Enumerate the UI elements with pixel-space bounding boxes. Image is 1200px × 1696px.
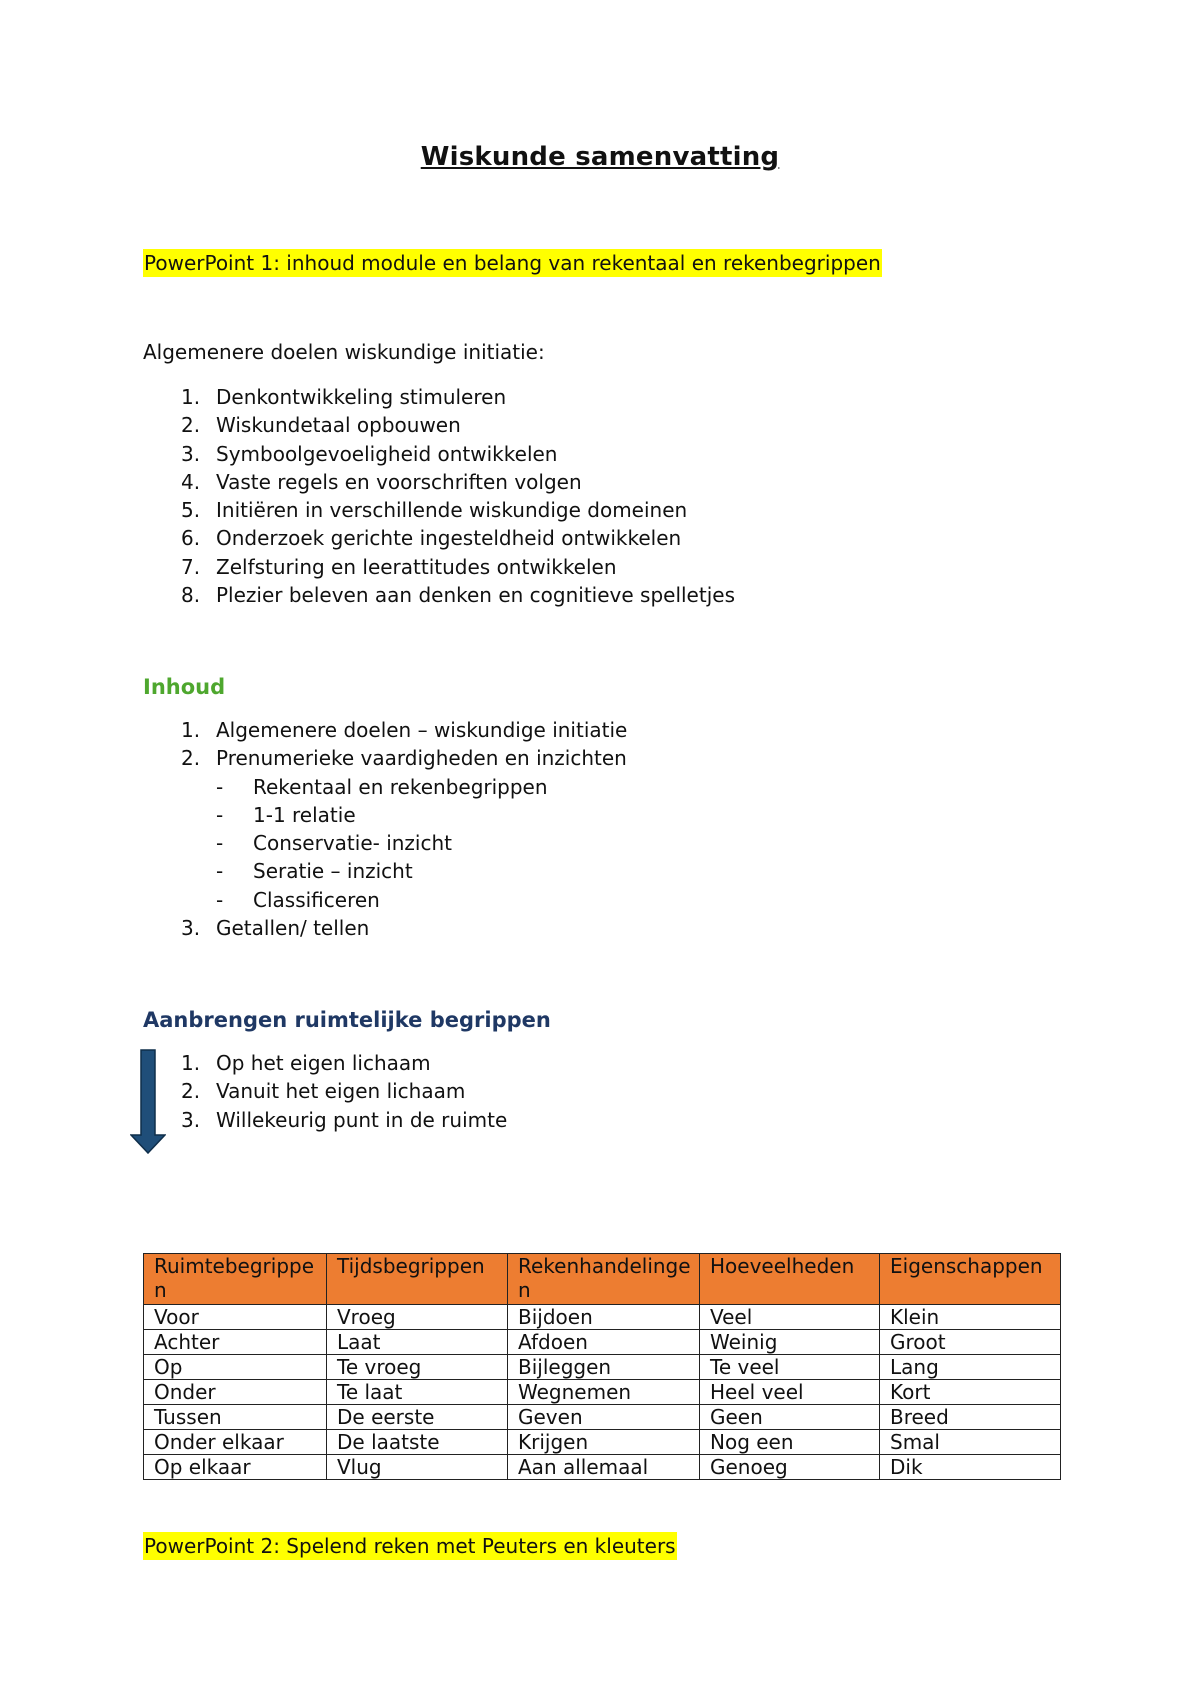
table-row (144, 1430, 1061, 1455)
table-cell: Lang (880, 1355, 1061, 1380)
table-cell: Breed (880, 1405, 1061, 1430)
table-header-row (144, 1254, 1061, 1305)
table-cell: Smal (880, 1430, 1061, 1455)
document-page: Wiskunde samenvatting PowerPoint 1: inhoud module en belang van rekentaal en rekenbegrippen Algemenere doelen wiskundige initiatie: 1. Denkontwikkeling stimuleren 2. Wiskundetaal opbouwen 3. Symboolgevoeligheid ontwikkelen 4. Vaste regels en voorschriften volgen 5. Initiëren in verschillende wiskundige domeinen 6. Onderzoek gerichte ingesteldheid ontwikkelen 7. Zelfsturing en leerattitudes ontwikkelen 8. Plezier beleven aan denken en cognitieve spelletjes Inhoud 1. Algemenere doelen – wiskundige initiatie 2. Prenumerieke vaardigheden en inzichten - Rekentaal en rekenbegrippen - 1-1 relatie - Conservatie- inzicht - Seratie – inzicht - Classificeren 3. Getallen/ tellen Aanbrengen ruimtelijke begrippen 1. Op het eigen lichaam 2. Vanuit het eigen lichaam 3. Willekeurig punt in de ruimte Ruimtebegrippen Tijdsbegrippen Rekenhandelingen Hoeveelheden Eigenschappen Voor Vroeg Bijdoen Veel Klein Achter Laat Afdoen Weinig Groot Op Te vroeg Bijleggen Te veel Lang Onder Te laat Wegnemen Heel veel Kort Tussen De eerste Geven Geen Breed Onder elkaar De laatste Krijgen Nog een Smal Op elkaar Vlug Aan allemaal Genoeg Dik PowerPoint 2: Spelend reken met Peuters en kleuters (0, 0, 1200, 1696)
table-cell: Heel veel (700, 1380, 880, 1405)
table-row (144, 1455, 1061, 1480)
table-cell: De eerste (327, 1405, 508, 1430)
table-cell: Te laat (327, 1380, 508, 1405)
table-cell: Op elkaar (144, 1455, 327, 1480)
table-cell: Krijgen (508, 1430, 700, 1455)
table-cell: Bijdoen (508, 1305, 700, 1330)
column-header: Tijdsbegrippen (327, 1254, 508, 1305)
table-cell: Geven (508, 1405, 700, 1430)
table-cell: Wegnemen (508, 1380, 700, 1405)
table-cell: Groot (880, 1330, 1061, 1355)
column-header: Hoeveelheden (700, 1254, 880, 1305)
table-cell: Laat (327, 1330, 508, 1355)
table-cell: Onder (144, 1380, 327, 1405)
ruimtelijke-begrippen-heading: Aanbrengen ruimtelijke begrippen (143, 1008, 551, 1032)
table-cell: Kort (880, 1380, 1061, 1405)
begrippen-table (143, 1253, 1061, 1480)
powerpoint-2-heading: PowerPoint 2: Spelend reken met Peuters en kleuters (144, 1534, 676, 1558)
table-row (144, 1355, 1061, 1380)
column-header: Ruimtebegrippen (144, 1254, 327, 1305)
table-cell: Bijleggen (508, 1355, 700, 1380)
powerpoint-1-heading: PowerPoint 1: inhoud module en belang van rekentaal en rekenbegrippen (144, 251, 881, 275)
table-cell: Veel (700, 1305, 880, 1330)
table-cell: De laatste (327, 1430, 508, 1455)
table-cell: Genoeg (700, 1455, 880, 1480)
table-cell: Te vroeg (327, 1355, 508, 1380)
column-header: Eigenschappen (880, 1254, 1061, 1305)
table-cell: Geen (700, 1405, 880, 1430)
table-cell: Klein (880, 1305, 1061, 1330)
table-cell: Nog een (700, 1430, 880, 1455)
table-cell: Te veel (700, 1355, 880, 1380)
table-cell: Op (144, 1355, 327, 1380)
table-cell: Dik (880, 1455, 1061, 1480)
table-cell: Vlug (327, 1455, 508, 1480)
column-header: Rekenhandelingen (508, 1254, 700, 1305)
table-row (144, 1305, 1061, 1330)
table-row (144, 1330, 1061, 1355)
document-title: Wiskunde samenvatting (420, 142, 780, 172)
table-row (144, 1405, 1061, 1430)
table-cell: Voor (144, 1305, 327, 1330)
table-cell: Achter (144, 1330, 327, 1355)
table-cell: Weinig (700, 1330, 880, 1355)
goals-intro: Algemenere doelen wiskundige initiatie: (143, 340, 545, 364)
table-cell: Aan allemaal (508, 1455, 700, 1480)
table-cell: Tussen (144, 1405, 327, 1430)
table-cell: Onder elkaar (144, 1430, 327, 1455)
table-cell: Vroeg (327, 1305, 508, 1330)
down-arrow-icon (130, 1049, 166, 1154)
table-cell: Afdoen (508, 1330, 700, 1355)
table-row (144, 1380, 1061, 1405)
inhoud-heading: Inhoud (143, 675, 226, 699)
